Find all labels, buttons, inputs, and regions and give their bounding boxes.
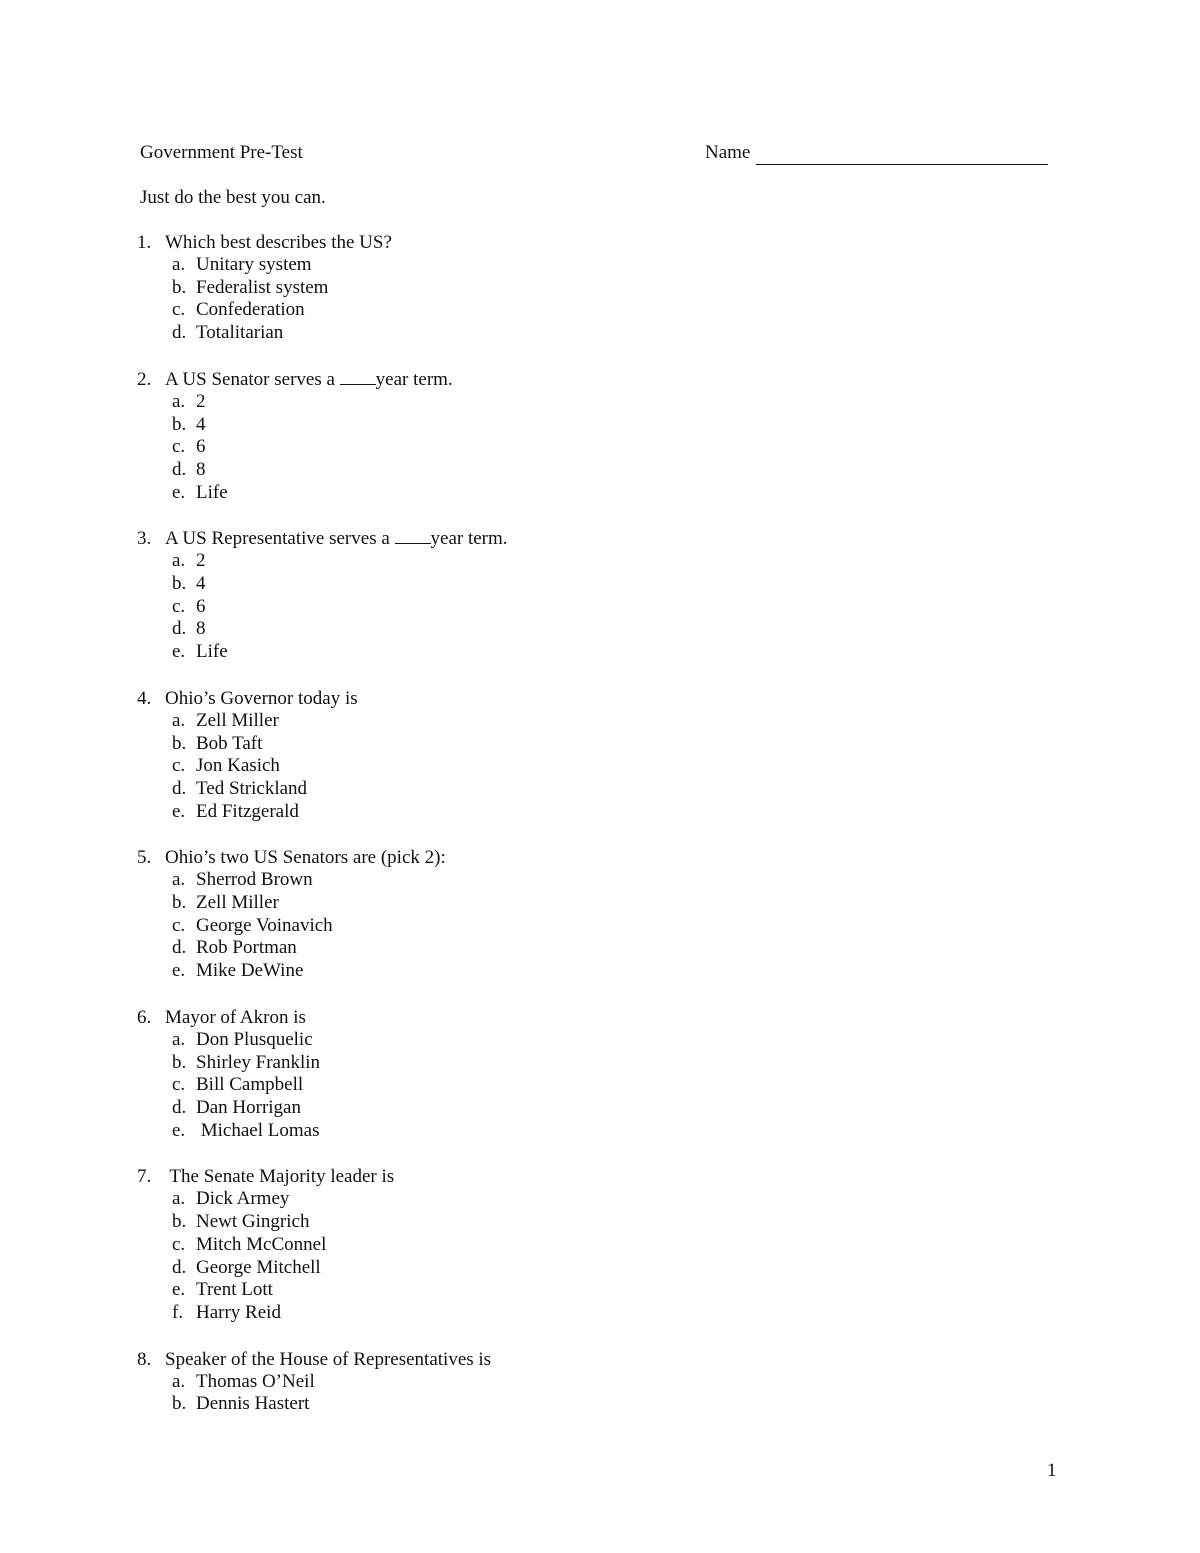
option-text: George Mitchell xyxy=(196,1256,321,1278)
answer-option xyxy=(137,641,1097,664)
option-letter: c. xyxy=(172,914,186,936)
option-text: Ed Fitzgerald xyxy=(196,800,299,822)
answer-option xyxy=(137,436,1097,459)
page-number: 1 xyxy=(1047,1460,1057,1481)
instructions-text: Just do the best you can. xyxy=(140,187,326,208)
question-text: Speaker of the House of Representatives is xyxy=(165,1348,492,1370)
option-text: 6 xyxy=(196,595,206,617)
option-text: 6 xyxy=(196,436,206,458)
answer-option xyxy=(137,391,1097,414)
answer-options xyxy=(137,391,1097,505)
option-letter: d. xyxy=(172,937,187,959)
answer-option xyxy=(137,1302,1097,1325)
option-letter: b. xyxy=(172,573,187,595)
option-text: Dick Armey xyxy=(196,1188,290,1210)
option-letter: c. xyxy=(172,1074,186,1096)
answer-option xyxy=(137,322,1097,345)
question-stem xyxy=(137,368,1097,391)
answer-option xyxy=(137,1393,1097,1416)
option-letter: b. xyxy=(172,276,187,298)
answer-option xyxy=(137,960,1097,983)
question-text-after-blank: year term. xyxy=(375,368,453,390)
option-letter: b. xyxy=(172,892,187,914)
answer-option xyxy=(137,755,1097,778)
option-text: Mitch McConnel xyxy=(196,1233,327,1255)
question-list xyxy=(137,231,1097,1439)
option-letter: d. xyxy=(172,322,187,344)
question-number: 5. xyxy=(137,847,152,869)
option-text: Zell Miller xyxy=(196,709,279,731)
option-text: Zell Miller xyxy=(196,892,279,914)
question-text-after-blank: year term. xyxy=(430,528,508,550)
option-letter: d. xyxy=(172,1096,187,1118)
question-number: 4. xyxy=(137,687,152,709)
name-blank-line xyxy=(756,144,1048,165)
answer-option xyxy=(137,892,1097,915)
option-text: Ted Strickland xyxy=(196,777,308,799)
option-text: Newt Gingrich xyxy=(196,1211,310,1233)
option-text: Michael Lomas xyxy=(196,1119,320,1141)
question-stem xyxy=(137,1165,1097,1188)
option-letter: a. xyxy=(172,709,186,731)
option-letter: d. xyxy=(172,1256,187,1278)
document-title: Government Pre-Test xyxy=(140,142,303,163)
answer-option xyxy=(137,801,1097,824)
option-text: Don Plusquelic xyxy=(196,1028,313,1050)
option-letter: f. xyxy=(172,1301,184,1323)
answer-option xyxy=(137,1074,1097,1097)
option-letter: b. xyxy=(172,732,187,754)
answer-option xyxy=(137,1097,1097,1120)
option-text: 4 xyxy=(196,413,206,435)
answer-option xyxy=(137,618,1097,641)
question-number: 3. xyxy=(137,528,152,550)
option-letter: c. xyxy=(172,299,186,321)
option-letter: e. xyxy=(172,960,186,982)
option-text: 8 xyxy=(196,458,206,480)
option-letter: e. xyxy=(172,641,186,663)
option-letter: e. xyxy=(172,1119,186,1141)
option-text: Rob Portman xyxy=(196,937,297,959)
answer-options xyxy=(137,869,1097,983)
option-text: Confederation xyxy=(196,299,305,321)
option-text: 2 xyxy=(196,390,206,412)
answer-option xyxy=(137,778,1097,801)
question-text: The Senate Majority leader is xyxy=(165,1166,395,1188)
answer-options xyxy=(137,550,1097,664)
answer-option xyxy=(137,915,1097,938)
question-1 xyxy=(137,231,1097,345)
answer-options xyxy=(137,1029,1097,1143)
fill-in-blank xyxy=(340,368,376,385)
option-letter: d. xyxy=(172,458,187,480)
answer-option xyxy=(137,710,1097,733)
question-text: A US Representative serves a xyxy=(165,528,395,550)
answer-options xyxy=(137,710,1097,824)
option-letter: a. xyxy=(172,1188,186,1210)
answer-options xyxy=(137,254,1097,345)
question-stem xyxy=(137,527,1097,550)
question-number: 7. xyxy=(137,1166,152,1188)
option-letter: d. xyxy=(172,777,187,799)
option-letter: a. xyxy=(172,1028,186,1050)
option-letter: a. xyxy=(172,390,186,412)
option-letter: a. xyxy=(172,254,186,275)
answer-option xyxy=(137,254,1097,277)
option-letter: e. xyxy=(172,1279,186,1301)
answer-option xyxy=(137,459,1097,482)
option-letter: d. xyxy=(172,618,187,640)
answer-option xyxy=(137,482,1097,505)
question-stem xyxy=(137,231,1097,254)
question-number: 8. xyxy=(137,1348,152,1370)
answer-option xyxy=(137,1257,1097,1280)
question-text: Ohio’s two US Senators are (pick 2): xyxy=(165,847,446,869)
answer-option xyxy=(137,1234,1097,1257)
fill-in-blank xyxy=(395,527,431,544)
option-text: Thomas O’Neil xyxy=(196,1370,315,1392)
answer-option xyxy=(137,869,1097,892)
option-text: Unitary system xyxy=(196,254,312,275)
option-letter: b. xyxy=(172,1051,187,1073)
answer-option xyxy=(137,937,1097,960)
answer-options xyxy=(137,1371,1097,1416)
option-letter: a. xyxy=(172,869,186,891)
option-text: Sherrod Brown xyxy=(196,869,313,891)
question-stem xyxy=(137,1348,1097,1371)
answer-option xyxy=(137,1188,1097,1211)
option-letter: c. xyxy=(172,1233,186,1255)
option-text: Life xyxy=(196,641,228,663)
name-label: Name xyxy=(705,142,751,163)
question-5 xyxy=(137,846,1097,983)
question-3 xyxy=(137,527,1097,664)
option-text: Bob Taft xyxy=(196,732,263,754)
question-text: A US Senator serves a xyxy=(165,368,340,390)
answer-option xyxy=(137,1029,1097,1052)
question-8 xyxy=(137,1348,1097,1416)
question-2 xyxy=(137,368,1097,505)
option-text: Bill Campbell xyxy=(196,1074,304,1096)
option-letter: b. xyxy=(172,1393,187,1415)
question-stem xyxy=(137,846,1097,869)
option-text: Dan Horrigan xyxy=(196,1096,301,1118)
answer-option xyxy=(137,277,1097,300)
name-field xyxy=(705,141,1048,165)
question-stem xyxy=(137,1006,1097,1029)
question-text: Mayor of Akron is xyxy=(165,1006,306,1028)
question-number: 2. xyxy=(137,368,152,390)
option-text: Dennis Hastert xyxy=(196,1393,310,1415)
question-4 xyxy=(137,687,1097,824)
option-letter: e. xyxy=(172,800,186,822)
answer-option xyxy=(137,414,1097,437)
answer-option xyxy=(137,1120,1097,1143)
question-6 xyxy=(137,1006,1097,1143)
answer-options xyxy=(137,1188,1097,1324)
option-text: George Voinavich xyxy=(196,914,333,936)
answer-option xyxy=(137,299,1097,322)
question-text: Which best describes the US? xyxy=(165,232,392,253)
question-number: 1. xyxy=(137,232,152,253)
option-text: 2 xyxy=(196,550,206,572)
option-letter: a. xyxy=(172,550,186,572)
option-letter: c. xyxy=(172,755,186,777)
answer-option xyxy=(137,1211,1097,1234)
option-text: Mike DeWine xyxy=(196,960,304,982)
option-text: Jon Kasich xyxy=(196,755,280,777)
option-text: Life xyxy=(196,481,228,503)
answer-option xyxy=(137,573,1097,596)
option-text: 8 xyxy=(196,618,206,640)
answer-option xyxy=(137,1279,1097,1302)
option-text: Harry Reid xyxy=(196,1301,281,1323)
option-letter: b. xyxy=(172,413,187,435)
answer-option xyxy=(137,1052,1097,1075)
option-text: Trent Lott xyxy=(196,1279,273,1301)
answer-option xyxy=(137,550,1097,573)
option-letter: e. xyxy=(172,481,186,503)
answer-option xyxy=(137,733,1097,756)
option-letter: c. xyxy=(172,595,186,617)
option-text: Federalist system xyxy=(196,276,329,298)
option-letter: b. xyxy=(172,1211,187,1233)
answer-option xyxy=(137,596,1097,619)
option-text: 4 xyxy=(196,573,206,595)
answer-option xyxy=(137,1371,1097,1394)
option-letter: a. xyxy=(172,1370,186,1392)
question-7 xyxy=(137,1165,1097,1324)
question-stem xyxy=(137,687,1097,710)
option-text: Totalitarian xyxy=(196,322,284,344)
question-text: Ohio’s Governor today is xyxy=(165,687,358,709)
question-number: 6. xyxy=(137,1006,152,1028)
option-text: Shirley Franklin xyxy=(196,1051,321,1073)
option-letter: c. xyxy=(172,436,186,458)
